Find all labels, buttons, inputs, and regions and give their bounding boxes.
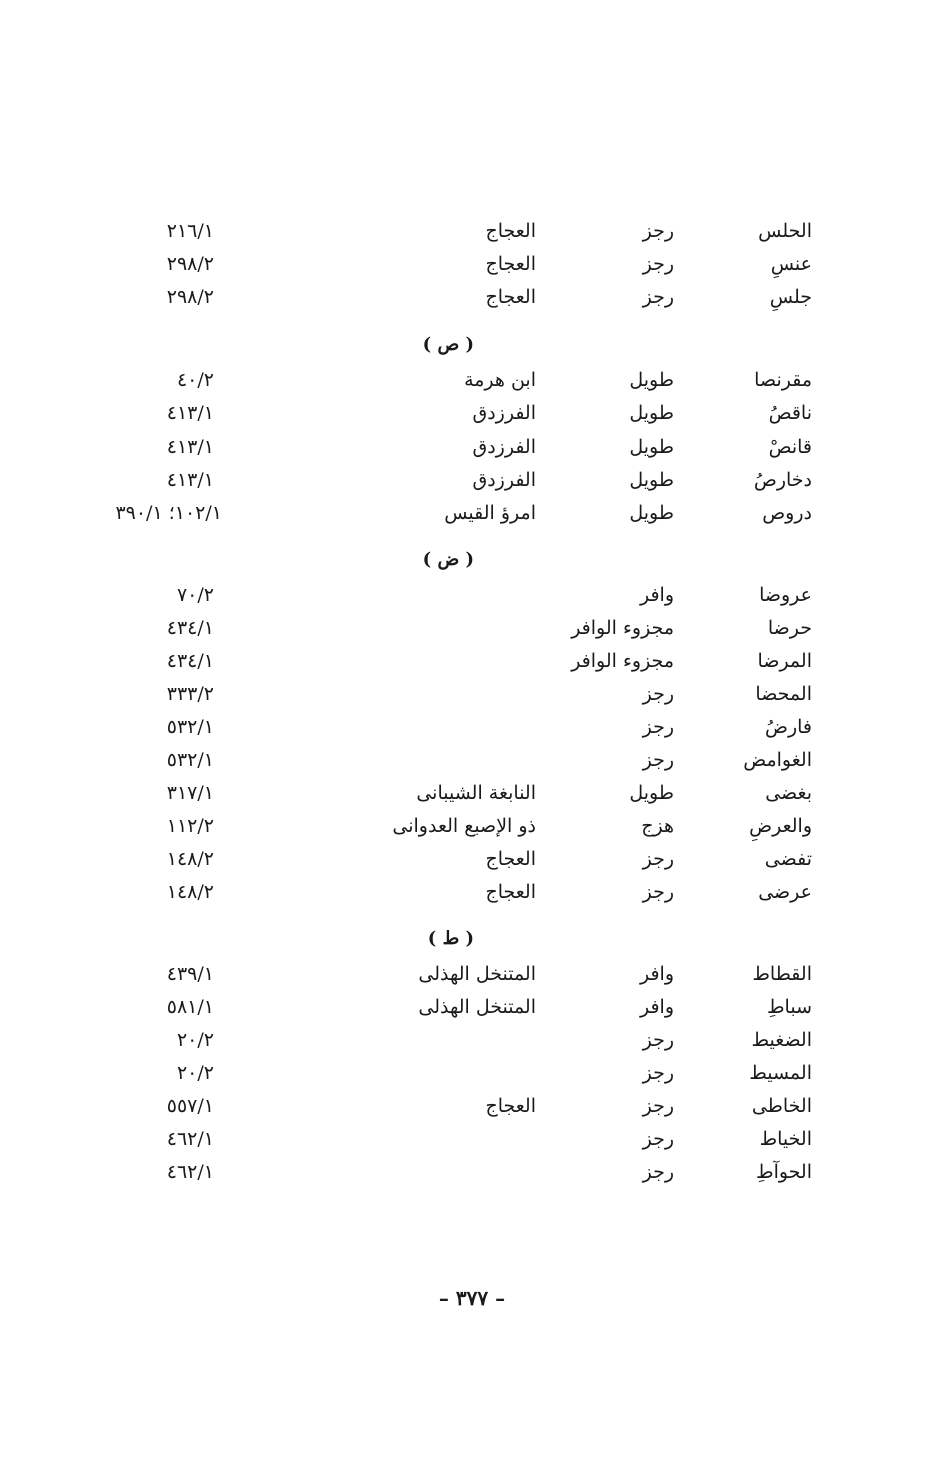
poet: النابغة الشيبانى — [416, 782, 536, 804]
poet: العجاج — [485, 253, 536, 275]
poet: الفرزدق — [472, 469, 536, 491]
rhyme-word: المرضا — [757, 650, 812, 672]
list-item — [0, 1057, 944, 1090]
list-item — [0, 777, 944, 810]
reference: ٤٦٢/١ — [166, 1128, 214, 1150]
rhyme-word: المسيط — [749, 1062, 812, 1084]
rhyme-word: قانصْ — [768, 436, 812, 458]
meter: رجز — [642, 220, 674, 242]
meter: رجز — [642, 716, 674, 738]
reference: ٤١٣/١ — [166, 402, 214, 424]
reference: ٥٥٧/١ — [166, 1095, 214, 1117]
reference: ٣٣٣/٢ — [166, 683, 214, 705]
meter: رجز — [642, 749, 674, 771]
rhyme-word: عروضا — [759, 584, 812, 606]
meter: وافر — [639, 584, 674, 606]
section-heading — [0, 922, 944, 955]
rhyme-word: والعرضِ — [749, 815, 812, 837]
list-item — [0, 364, 944, 397]
reference: ١١٢/٢ — [166, 815, 214, 837]
list-item — [0, 645, 944, 678]
reference: ٤٣٤/١ — [166, 617, 214, 639]
meter: رجز — [642, 1095, 674, 1117]
list-item — [0, 711, 944, 744]
poet: العجاج — [485, 220, 536, 242]
reference: ٤٠/٢ — [176, 369, 214, 391]
meter: هزج — [641, 815, 674, 837]
rhyme-word: الحوآطِ — [756, 1161, 812, 1183]
section-heading — [0, 543, 944, 576]
list-item — [0, 497, 944, 530]
rhyme-word: الحلس — [758, 220, 812, 242]
poet: العجاج — [485, 881, 536, 903]
meter: رجز — [642, 683, 674, 705]
list-item — [0, 876, 944, 909]
rhyme-word: الخاطى — [751, 1095, 812, 1117]
poet: المتنخل الهذلى — [418, 963, 536, 985]
list-item — [0, 1024, 944, 1057]
rhyme-word: الغوامض — [743, 749, 812, 771]
meter: رجز — [642, 848, 674, 870]
list-item — [0, 579, 944, 612]
list-item — [0, 744, 944, 777]
poet: الفرزدق — [472, 402, 536, 424]
meter: طويل — [629, 502, 674, 524]
meter: رجز — [642, 1062, 674, 1084]
reference: ٥٨١/١ — [166, 996, 214, 1018]
meter: رجز — [642, 1029, 674, 1051]
list-item — [0, 843, 944, 876]
rhyme-word: سباطِ — [766, 996, 812, 1018]
reference: ٥٣٢/١ — [166, 749, 214, 771]
meter: رجز — [642, 1128, 674, 1150]
rhyme-word: عنسِ — [770, 253, 812, 275]
list-item — [0, 678, 944, 711]
list-item — [0, 1090, 944, 1123]
reference: ٧٠/٢ — [176, 584, 214, 606]
reference: ٢٠/٢ — [176, 1062, 214, 1084]
reference: ٤٦٢/١ — [166, 1161, 214, 1183]
rhyme-word: تفضى — [764, 848, 812, 870]
rhyme-word: الضغيط — [751, 1029, 812, 1051]
meter: وافر — [639, 963, 674, 985]
rhyme-word: دخارصُ — [753, 469, 812, 491]
rhyme-word: المحضا — [755, 683, 812, 705]
list-item — [0, 215, 944, 248]
list-item — [0, 1156, 944, 1189]
rhyme-word: عرضى — [758, 881, 812, 903]
reference: ٢٠/٢ — [176, 1029, 214, 1051]
reference: ٤٣٤/١ — [166, 650, 214, 672]
reference: ٥٣٢/١ — [166, 716, 214, 738]
poet: ابن هرمة — [464, 369, 536, 391]
reference: ٢١٦/١ — [166, 220, 214, 242]
meter: طويل — [629, 436, 674, 458]
list-item — [0, 612, 944, 645]
meter: رجز — [642, 881, 674, 903]
reference: ١٤٨/٢ — [166, 848, 214, 870]
rhyme-word: حرضا — [767, 617, 812, 639]
list-item — [0, 281, 944, 314]
section-heading — [0, 328, 944, 361]
rhyme-word: دروص — [762, 502, 812, 524]
reference: ٤١٣/١ — [166, 436, 214, 458]
meter: طويل — [629, 369, 674, 391]
meter: طويل — [629, 782, 674, 804]
poet: العجاج — [485, 286, 536, 308]
meter: رجز — [642, 286, 674, 308]
section-heading-label: ( ص ) — [422, 334, 474, 355]
meter: مجزوء الوافر — [571, 617, 674, 639]
list-item — [0, 397, 944, 430]
rhyme-word: ناقصُ — [768, 402, 812, 424]
meter: وافر — [639, 996, 674, 1018]
list-item — [0, 431, 944, 464]
meter: مجزوء الوافر — [571, 650, 674, 672]
list-item — [0, 991, 944, 1024]
meter: طويل — [629, 402, 674, 424]
poet: المتنخل الهذلى — [418, 996, 536, 1018]
meter: طويل — [629, 469, 674, 491]
rhyme-word: الخياط — [759, 1128, 812, 1150]
reference: ٣١٧/١ — [166, 782, 214, 804]
rhyme-word: القطاط — [752, 963, 812, 985]
reference: ٢٩٨/٢ — [166, 286, 214, 308]
rhyme-word: جلسِ — [769, 286, 812, 308]
poet: العجاج — [485, 848, 536, 870]
list-item — [0, 810, 944, 843]
reference: ١٠٢/١؛ ٣٩٠/١ — [115, 502, 222, 524]
list-item — [0, 248, 944, 281]
reference: ٤٣٩/١ — [166, 963, 214, 985]
page-number: – ٣٧٧ – — [438, 1286, 506, 1310]
reference: ٤١٣/١ — [166, 469, 214, 491]
poet: ذو الإصبع العدوانى — [392, 815, 536, 837]
list-item — [0, 1123, 944, 1156]
meter: رجز — [642, 253, 674, 275]
meter: رجز — [642, 1161, 674, 1183]
poet: العجاج — [485, 1095, 536, 1117]
rhyme-word: بغضى — [765, 782, 812, 804]
rhyme-word: فارضُ — [764, 716, 812, 738]
poet: الفرزدق — [472, 436, 536, 458]
reference: ١٤٨/٢ — [166, 881, 214, 903]
section-heading-label: ( ض ) — [422, 549, 474, 570]
list-item — [0, 958, 944, 991]
rhyme-word: مقرنصا — [754, 369, 812, 391]
poet: امرؤ القيس — [444, 502, 536, 524]
section-heading-label: ( ط ) — [427, 928, 474, 949]
reference: ٢٩٨/٢ — [166, 253, 214, 275]
list-item — [0, 464, 944, 497]
